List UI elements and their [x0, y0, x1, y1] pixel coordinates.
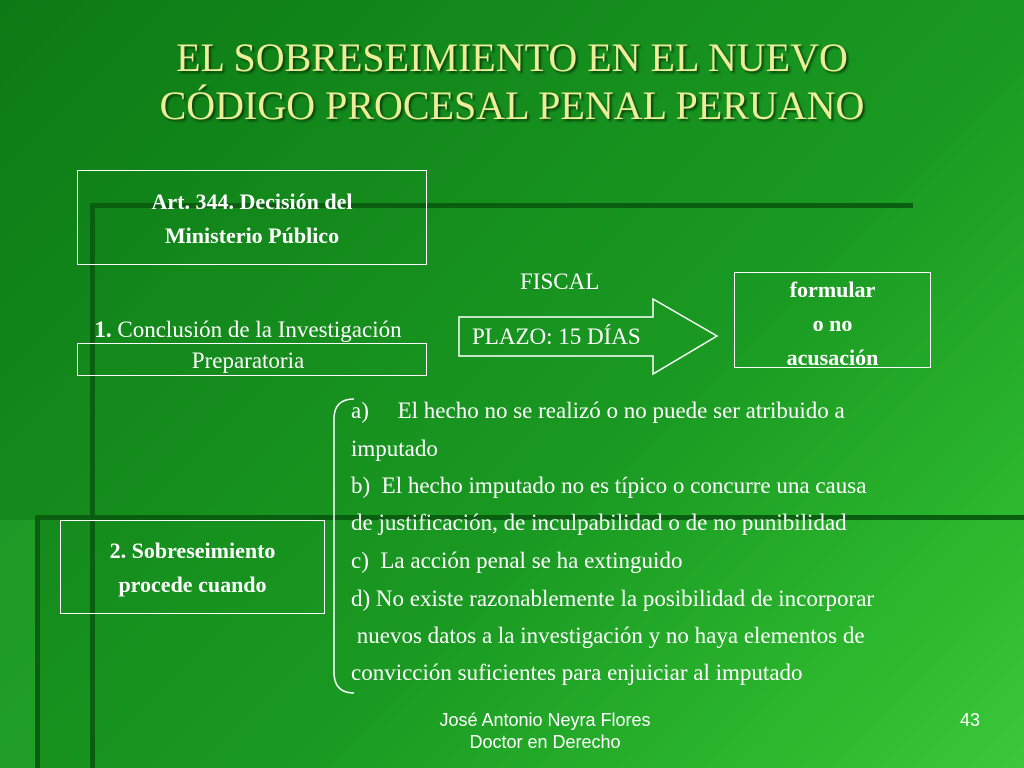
item-2-line-2: procede cuando — [118, 572, 267, 597]
item-1-number: 1. — [94, 317, 112, 342]
item-2-box — [60, 520, 325, 614]
page-number: 43 — [959, 710, 981, 730]
condition-line: nuevos datos a la investigación y no haya elementos de — [351, 623, 865, 648]
footer-role: Doctor en Derecho — [469, 732, 621, 752]
article-box — [77, 170, 427, 265]
condition-line: de justificación, de inculpabilidad o de no punibilidad — [351, 510, 847, 535]
item-2-line-1: 2. Sobreseimiento — [109, 538, 276, 563]
slide-title — [40, 34, 984, 130]
footer-author-block — [400, 709, 690, 753]
item-1-line-2: Preparatoria — [191, 348, 305, 373]
result-box — [734, 272, 931, 368]
article-box-line-2: Ministerio Público — [164, 223, 340, 248]
condition-line: a) El hecho no se realizó o no puede ser atribuido a — [351, 398, 845, 423]
background-highlight — [0, 520, 35, 768]
condition-line: b) El hecho imputado no es típico o concurre una causa — [351, 473, 867, 498]
item-1-title: Conclusión de la Investigación — [111, 317, 402, 342]
background-line — [35, 515, 40, 768]
footer-author: José Antonio Neyra Flores — [439, 710, 651, 730]
result-box-line-2: o no — [812, 311, 853, 336]
condition-line: d) No existe razonablemente la posibilidad de incorporar — [351, 586, 875, 611]
background-line — [90, 203, 95, 768]
item-1-text — [48, 314, 448, 376]
condition-line: convicción suficientes para enjuiciar al imputado — [351, 660, 803, 685]
condition-line: c) La acción penal se ha extinguido — [351, 548, 683, 573]
title-line-2: CÓDIGO PROCESAL PENAL PERUANO — [159, 83, 865, 128]
item-1-line-1 — [48, 314, 448, 345]
result-box-line-3: acusación — [786, 345, 879, 370]
result-box-line-1: formular — [789, 277, 876, 302]
fiscal-label: FISCAL — [520, 269, 600, 294]
arrow-label: PLAZO: 15 DÍAS — [472, 324, 641, 349]
title-line-1: EL SOBRESEIMIENTO EN EL NUEVO — [176, 35, 848, 80]
article-box-line-1: Art. 344. Decisión del — [151, 189, 353, 214]
condition-line: imputado — [351, 436, 438, 461]
